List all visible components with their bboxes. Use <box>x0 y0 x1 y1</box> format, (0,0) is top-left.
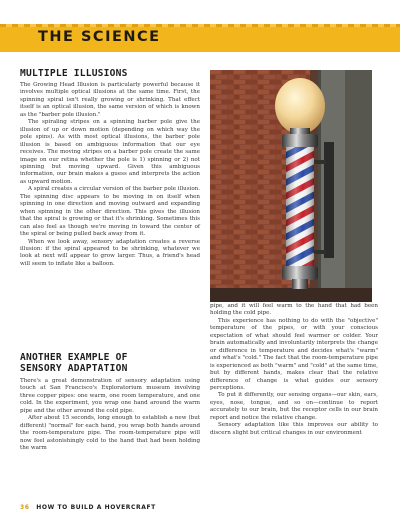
paragraph: After about 15 seconds, long enough to establish a new (but different) "normal" for each hand, you wrap both hands around the room-temperature pipe. The room-temperature pipe will now feel astonishingly cold to the hand that had been holding the warm <box>20 415 200 452</box>
barber-pole-photo <box>210 70 372 302</box>
paragraph: This experience has nothing to do with the "objective" temperature of the pipes, or with your conscious expectation of what should feel warmer or colder. Your brain automatically and involuntarily interprets the change or difference in temperature and decides what's "warm" and what's "cold." The fact that the room-temperature pipe is experienced as both "warm" and "cold" at the same time, but by different hands, makes clear that the relative difference of change is what guides our sensory perceptions. <box>210 317 378 391</box>
paragraph: The spiraling stripes on a spinning barber pole give the illusion of up or down motion (depending on which way the pole spins). As with most optical illusions, the barber pole illusion is based on ambiguous information that our eye receives. The moving stripes on a barber pole create the same image on our retina whether the pole is 1) spinning or 2) not spinning but moving upward. Given this ambiguous information, our brain makes a guess and interprets the action as upward motion. <box>20 119 200 185</box>
page-number: 36 <box>20 504 30 511</box>
heading-line-2: SENSORY ADAPTATION <box>20 363 128 374</box>
paragraph: When we look away, sensory adaptation creates a reverse illusion: if the spiral appeared to be shrinking, whatever we look at next will appear to grow larger. Thus, a friend's head will seem to inflate like a balloon. <box>20 238 200 267</box>
paragraph: The Growing Head Illusion is particularly powerful because it involves multiple optical illusions at the same time. First, the spinning spiral isn't really growing or shrinking. That effect itself is an optical illusion, the same version of which is known as the "barber pole illusion." <box>20 82 200 118</box>
book-title: HOW TO BUILD A HOVERCRAFT <box>36 504 156 511</box>
left-column-text <box>20 82 200 268</box>
paragraph: pipe, and it will feel warm to the hand that had been holding the cold pipe. <box>210 303 378 317</box>
page-footer <box>20 504 156 511</box>
paragraph: There's a great demonstration of sensory adaptation using touch at San Francisco's Exploratorium museum involving three copper pipes: one warm, one room temperature, and one cold. In the experiment, you wrap one hand around the warm pipe and the other around the cold pipe. <box>20 378 200 414</box>
section-title: THE SCIENCE <box>38 29 161 45</box>
barber-pole-illustration <box>210 70 372 302</box>
paragraph: Sensory adaptation like this improves our ability to discern slight but critical changes in our environment <box>210 422 378 436</box>
banner-edge-decoration <box>0 24 400 27</box>
lower-left-column-text <box>20 378 200 453</box>
paragraph: A spiral creates a circular version of the barber pole illusion. The spinning disc appears to be moving in on itself when spinning in one direction and moving outward and expanding when spinning in the other direction. This gives the illusion that the spiral is growing or that it's shrinking. Sometimes this can also feel as though we're moving in toward the center of the spiral or being pulled back away from it. <box>20 186 200 238</box>
right-column-text <box>210 303 378 437</box>
heading-multiple-illusions: MULTIPLE ILLUSIONS <box>20 68 128 79</box>
heading-line-1: ANOTHER EXAMPLE OF <box>20 352 128 363</box>
paragraph: To put it differently, our sensing organs—our skin, ears, eyes, nose, tongue, and so on—continue to report accurately to our brain, but the receptor cells in our brain report and notice the relative change. <box>210 392 378 421</box>
heading-another-example <box>20 352 128 374</box>
